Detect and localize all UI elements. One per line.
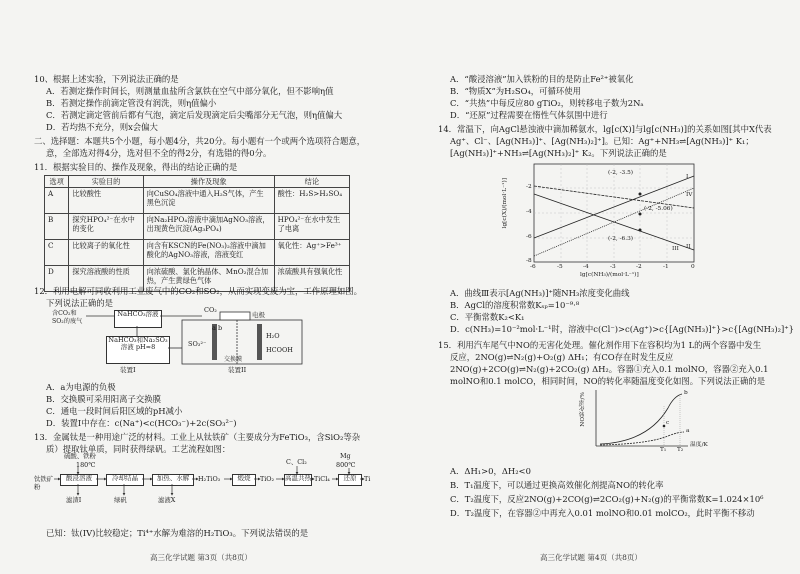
q10-option-a: A．若测定操作时间长，则测量血盐所含氯铁在空气中部分氧化，但不影响η值 xyxy=(46,86,334,96)
q14-x-tick: -4 xyxy=(583,264,589,270)
table-cell: 向Na₂HPO₄溶液中滴加AgNO₃溶液，出现黄色沉淀(Ag₃PO₄) xyxy=(143,214,274,240)
process-flow-diagram xyxy=(34,452,374,526)
table-cell: A xyxy=(45,188,69,214)
mixed-solution-box: NaHCO₃和Na₂SO₃溶液 pH≈8 xyxy=(106,336,170,364)
table-header: 实验目的 xyxy=(69,176,143,188)
q14-y-tick: -6 xyxy=(526,234,532,240)
table-cell: 比较酸性 xyxy=(69,188,143,214)
q10-option-d: D．若均热不充分，则x会偏大 xyxy=(46,122,158,132)
q14-chart xyxy=(502,158,708,282)
table-cell: D xyxy=(45,266,69,292)
table-cell: C xyxy=(45,240,69,266)
q14-point-label: (-2, -5.06) xyxy=(644,206,673,212)
table-cell: 探究溶液酸的性质 xyxy=(69,266,143,292)
q14-x-tick: -2 xyxy=(636,264,642,270)
q14-y-axis-label: lg[c(X)/(mol·L⁻¹)] xyxy=(502,178,508,229)
q14-x-axis-label: lg[c(NH₃)/(mol·L⁻¹)] xyxy=(580,272,639,278)
q14-x-tick: 0 xyxy=(691,264,695,270)
q14-option-a: A．曲线Ⅲ表示[Ag(NH₃)]⁺随NH₃浓度变化曲线 xyxy=(450,288,630,298)
table-header: 操作及现象 xyxy=(143,176,274,188)
waste-gas-label: 含CO₂和SO₂的废气 xyxy=(52,310,83,325)
flow-input-mg: Mg xyxy=(340,452,351,460)
table-row xyxy=(45,240,350,266)
membrane-label: 交换膜 xyxy=(224,356,243,363)
q13-option-a: A．“酸浸溶液”加入铁粉的目的是防止Fe²⁺被氧化 xyxy=(450,74,634,84)
q14-x-tick: -6 xyxy=(530,264,536,270)
q14-y-tick: -2 xyxy=(526,184,532,190)
table-cell: 浓硫酸具有强氧化性 xyxy=(274,266,349,292)
q15-curve-label: a xyxy=(686,428,690,434)
q12-stem: 12．利用电解可同收利用工业废气中的CO₂和SO₂，从而实现变废为宝，工作原理如图。 xyxy=(34,286,362,296)
q15-option-c: C．T₂温度下，反应2NO(g)+2CO(g)⇌2CO₂(g)+N₂(g)的平衡常数K=1.024×10⁶ xyxy=(450,494,764,504)
q14-point-label: (-2, -6.3) xyxy=(608,236,634,242)
flow-start: 钛铁矿粉 xyxy=(34,475,54,491)
q15-t1-label: T₁ xyxy=(660,447,667,453)
q14-option-d: D．c(NH₃)=10⁻²mol·L⁻¹时，溶液中c(Cl⁻)>c(Ag⁺)>c{[Ag(NH₃)]⁺}>c{[Ag(NH₃)₂]⁺} xyxy=(450,324,794,334)
flow-step-hydrolysis: 加热、水解 xyxy=(152,474,194,486)
device2-label: 装置II xyxy=(228,366,247,374)
q15-curve-label: c xyxy=(666,420,670,426)
q15-option-d: D．T₂温度下，在容器②中再充入0.01 molNO和0.01 molCO₂，此时平衡不移动 xyxy=(450,508,755,518)
q11-table xyxy=(44,175,350,292)
electrolysis-diagram xyxy=(52,306,322,376)
q13-option-b: B．“物质X”为H₂SO₄，可循环使用 xyxy=(450,86,582,96)
flow-step-leach: 酸浸溶液 xyxy=(60,474,98,486)
q12-stem2: 下列说法正确的是 xyxy=(46,298,113,308)
q14-curve-label: III xyxy=(672,246,679,252)
q14-option-b: B．AgCl的溶度积常数Kₛₚ=10⁻⁹·⁸ xyxy=(450,300,580,310)
flow-filtrate-x: 滤液X xyxy=(158,496,176,504)
flow-output-ti: Ti xyxy=(364,475,371,483)
q15-curve-label: b xyxy=(684,390,688,396)
q10-option-b: B．若测定操作前滴定管没有润洗，则η值偏小 xyxy=(46,98,217,108)
right-page xyxy=(400,0,800,574)
q15-stem4: molNO和0.1 molCO，相同时间，NO的转化率随温度变化如图。下列说法正确的是 xyxy=(450,376,766,386)
page-footer-left: 高三化学试题 第3页（共8页） xyxy=(150,553,252,562)
flow-waste1: 滤渣I xyxy=(66,496,82,504)
q15-t2-label: T₂ xyxy=(677,447,684,453)
sulfite-label: SO₃²⁻ xyxy=(188,340,207,348)
q15-chart xyxy=(578,386,718,456)
flow-step-calcine: 煅烧 xyxy=(232,474,256,486)
table-header: 选项 xyxy=(45,176,69,188)
q14-curve-label: II xyxy=(686,244,691,250)
electrode-ab-label: a b xyxy=(212,324,223,332)
q14-stem1: 14．常温下，向AgCl悬浊液中滴加稀氨水，lg[c(X)]与lg[c(NH₃)]的关系如图[其中X代表 xyxy=(438,124,772,134)
q14-x-tick: -1 xyxy=(663,264,669,270)
table-cell: 向浓硫酸、氯化钠晶体、MnO₂混合加热，产生黄绿色气体 xyxy=(143,266,274,292)
table-cell: HPO₄²⁻在水中发生了电离 xyxy=(274,214,349,240)
q15-stem3: 2NO(g)+2CO(g)⇌N₂(g)+2CO₂(g) ΔH₂。容器①充入0.1 molNO，容器②充入0.1 xyxy=(450,364,769,374)
q12-option-c: C．通电一段时间后阳区域的pH减小 xyxy=(46,406,183,416)
q14-y-tick: -8 xyxy=(526,258,532,264)
flow-temp2: 800℃ xyxy=(336,461,356,469)
q13-stem2: 质）提取钛单质，同时获得绿矾。工艺流程如图： xyxy=(46,444,231,454)
table-row xyxy=(45,214,350,240)
table-cell: 氧化性：Ag⁺>Fe³⁺ xyxy=(274,240,349,266)
q15-stem1: 15．利用汽车尾气中NO的无害化处理。催化剂作用下在容积均为1 L的两个容器中发生 xyxy=(438,340,762,350)
flow-green-vitriol: 绿矾 xyxy=(114,496,127,504)
flow-input-c-cl2: C、Cl₂ xyxy=(286,458,307,466)
q14-y-tick: -4 xyxy=(526,209,532,215)
q15-x-axis-label: 温度/K xyxy=(690,442,708,448)
q14-curve-label: I xyxy=(686,174,689,180)
section2-line2: 意，全部选对得4分，选对但不全的得2分，有选错的得0分。 xyxy=(46,148,272,158)
q15-y-axis-label: NO转化率/% xyxy=(580,392,586,427)
q15-option-b: B．T₁温度下，可以通过更换高效催化剂提高NO的转化率 xyxy=(450,480,664,490)
flow-h2tio3: H₂TiO₃ xyxy=(198,475,221,483)
device1-label: 装置I xyxy=(120,366,136,374)
nahco3-box: NaHCO₃溶液 xyxy=(114,310,162,328)
q13-note: 已知：钛(IV)比较稳定；Ti⁴⁺水解为难溶的H₂TiO₃。下列说法错误的是 xyxy=(46,528,309,538)
q13-option-c: C．“共热”中每反应80 gTiO₂，则转移电子数为2Nₐ xyxy=(450,98,644,108)
q13-option-d: D．“还原”过程需要在惰性气体氛围中进行 xyxy=(450,110,608,120)
co2-label: CO₂ xyxy=(204,306,217,314)
table-cell: 探究HPO₄²⁻在水中的变化 xyxy=(69,214,143,240)
q11-stem: 11．根据实验目的、操作及现象，得出的结论正确的是 xyxy=(34,162,238,172)
electrolysis-cell-drawing xyxy=(52,306,322,376)
table-row xyxy=(45,188,350,214)
q14-x-tick: -3 xyxy=(610,264,616,270)
section2-line1: 二、选择题：本题共5个小题，每小题4分，共20分。每小题有一个或两个选项符合题意， xyxy=(34,136,366,146)
table-cell: 比较离子的氧化性 xyxy=(69,240,143,266)
q14-point-label: (-2, -3.5) xyxy=(608,170,634,176)
flow-step-reduce: 还原 xyxy=(338,474,362,486)
table-cell: 向含有KSCN的Fe(NO₃)₂溶液中滴加酸化的AgNO₃溶液，溶液变红 xyxy=(143,240,274,266)
table-cell: 酸性：H₂S>H₂SO₄ xyxy=(274,188,349,214)
flow-input-acid: 硫酸、铁粉 xyxy=(64,452,96,460)
q12-option-b: B．交换膜可采用阳离子交换膜 xyxy=(46,394,162,404)
power-plate-label: 电极 xyxy=(252,311,265,319)
table-header: 结论 xyxy=(274,176,349,188)
hcooh-label: HCOOH xyxy=(266,346,293,354)
table-cell: 向CuSO₄溶液中通入H₂S气体，产生黑色沉淀 xyxy=(143,188,274,214)
flow-step-coheat: 高温共热 xyxy=(284,474,312,486)
table-header-row xyxy=(45,176,350,188)
q10-option-c: C．若测定滴定管前后都有气泡，滴定后发现滴定后尖嘴部分无气泡，则η值偏大 xyxy=(46,110,343,120)
q14-stem2: Ag⁺、Cl⁻、[Ag(NH₃)]⁺、[Ag(NH₃)₂]⁺]。已知：Ag⁺+NH₃⇌[Ag(NH₃)]⁺ K₁； xyxy=(450,136,754,146)
flow-temp1: 180℃ xyxy=(76,461,96,469)
flow-step-cool: 冷却结晶 xyxy=(106,474,144,486)
flow-arrows xyxy=(34,452,374,512)
q12-option-d: D．装置I中存在：c(Na⁺)<c(HCO₃⁻)+2c(SO₃²⁻) xyxy=(46,418,237,428)
water-label: H₂O xyxy=(266,332,280,340)
q14-stem3: [Ag(NH₃)]⁺+NH₃⇌[Ag(NH₃)₂]⁺ K₂。下列说法正确的是 xyxy=(450,148,667,158)
curve-b xyxy=(600,394,682,444)
flow-ticl4: TiCl₄ xyxy=(314,475,330,483)
q14-curve-label: IV xyxy=(686,192,693,198)
q15-option-a: A．ΔH₁>0，ΔH₂<0 xyxy=(450,466,531,476)
table-cell: B xyxy=(45,214,69,240)
q14-option-c: C．平衡常数K₂<K₁ xyxy=(450,312,525,322)
q12-option-a: A．a为电源的负极 xyxy=(46,382,116,392)
page-footer-right: 高三化学试题 第4页（共8页） xyxy=(540,553,642,562)
q15-stem2: 反应，2NO(g)⇌N₂(g)+O₂(g) ΔH₁；有CO存在时发生反应 xyxy=(450,352,674,362)
q10-stem: 10、根据上述实验，下列说法正确的是 xyxy=(34,74,179,84)
flow-tio2: TiO₂ xyxy=(260,475,275,483)
q14-x-tick: -5 xyxy=(557,264,563,270)
q13-stem1: 13．金属钛是一种用途广泛的材料。工业上从钛铁矿（主要成分为FeTiO₃，含SiO₂等杂 xyxy=(34,432,361,442)
